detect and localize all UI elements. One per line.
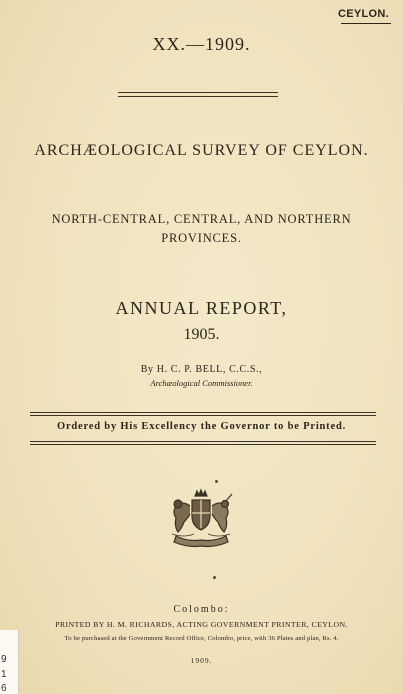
order-rule-top-2	[30, 415, 376, 416]
library-label-line-3: 6	[1, 683, 7, 694]
library-label-line-2: 1	[1, 669, 7, 680]
printer-line: PRINTED BY H. M. RICHARDS, ACTING GOVERNMENT PRINTER, CEYLON.	[55, 620, 348, 629]
ornament-dot-bottom	[213, 576, 216, 579]
royal-coat-of-arms-icon	[164, 488, 238, 550]
series-number: XX.—1909.	[152, 34, 251, 54]
provinces-subtitle	[0, 210, 403, 248]
report-title: ANNUAL REPORT,	[115, 298, 288, 318]
report-year: 1905.	[183, 326, 220, 343]
order-rule-bottom-1	[30, 441, 376, 442]
place-of-printing: Colombo:	[173, 604, 230, 615]
subtitle-line-2: PROVINCES.	[161, 231, 242, 245]
top-double-rule	[118, 92, 278, 97]
order-rule-top-1	[30, 412, 376, 413]
purchase-note: To be purchased at the Government Record Office, Colombo, price, with 36 Plates and plan, Rs. 4.	[64, 635, 339, 642]
document-title: ARCHÆOLOGICAL SURVEY OF CEYLON.	[34, 142, 369, 159]
author-line: By H. C. P. BELL, C.C.S.,	[140, 364, 263, 375]
order-rule-bottom-2	[30, 444, 376, 445]
ornament-dot-top	[215, 480, 218, 483]
corner-country-tag: CEYLON.	[338, 8, 389, 20]
corner-tag-underline	[341, 23, 391, 24]
subtitle-line-1: NORTH-CENTRAL, CENTRAL, AND NORTHERN	[51, 212, 352, 226]
library-label-line-1: 9	[1, 654, 7, 665]
author-role: Archæological Commissioner.	[150, 378, 253, 388]
library-call-label	[0, 630, 19, 694]
order-line: Ordered by His Excellency the Governor to be Printed.	[56, 421, 347, 432]
publication-year: 1909.	[190, 656, 213, 665]
